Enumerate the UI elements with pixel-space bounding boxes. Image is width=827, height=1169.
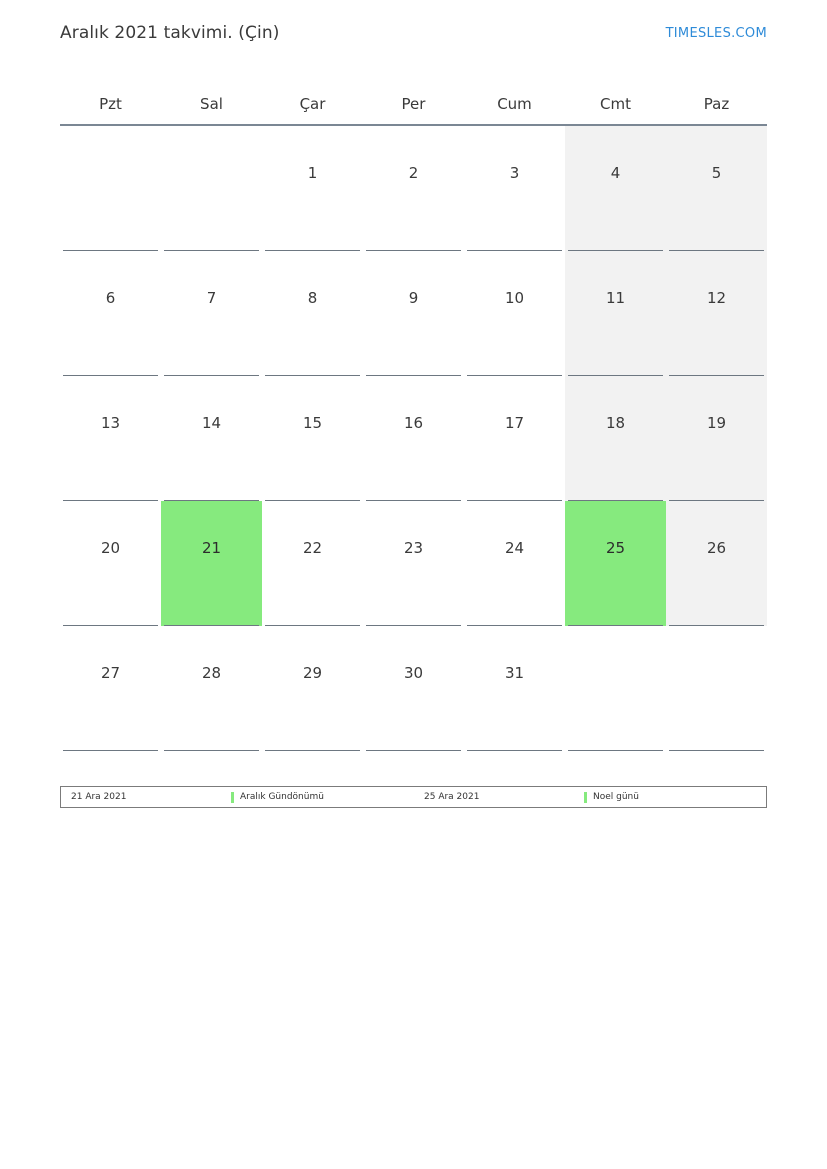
day-cell[interactable] [464,626,565,751]
day-number: 21 [201,539,222,557]
day-number: 20 [100,539,121,557]
cell-divider [366,750,461,751]
day-cell-holiday[interactable] [565,501,666,626]
day-cell[interactable] [666,251,767,376]
day-number: 2 [408,164,419,182]
weekday-header-sal: Sal [161,84,262,125]
day-cell[interactable] [262,501,363,626]
day-cell[interactable] [666,125,767,251]
weekday-header-cmt: Cmt [565,84,666,125]
weekday-header-row [60,84,767,125]
day-cell[interactable] [161,251,262,376]
day-number: 6 [105,289,116,307]
calendar-head [60,84,767,125]
day-number [666,626,767,666]
day-number: 9 [408,289,419,307]
legend-entry [61,787,414,807]
day-cell[interactable] [565,626,666,751]
day-number: 12 [706,289,727,307]
calendar-week-row [60,501,767,626]
day-number: 29 [302,664,323,682]
day-number: 7 [206,289,217,307]
legend-label [231,792,414,803]
day-number: 3 [509,164,520,182]
day-number: 16 [403,414,424,432]
calendar-week-row [60,376,767,501]
day-cell[interactable] [262,125,363,251]
calendar-grid [60,84,767,751]
day-cell[interactable] [60,376,161,501]
day-number: 30 [403,664,424,682]
day-cell[interactable] [363,125,464,251]
calendar-week-row [60,626,767,751]
day-number: 8 [307,289,318,307]
legend-holiday-name: Aralık Gündönümü [240,792,324,802]
day-cell[interactable] [262,376,363,501]
cell-divider [265,750,360,751]
day-number: 15 [302,414,323,432]
legend-label [584,792,767,803]
cell-divider [467,750,562,751]
holiday-swatch-icon [584,792,587,803]
calendar-body [60,125,767,751]
page-header [60,18,767,48]
day-cell[interactable] [161,125,262,251]
day-cell[interactable] [464,251,565,376]
day-number: 13 [100,414,121,432]
day-number: 26 [706,539,727,557]
day-cell[interactable] [363,626,464,751]
day-cell[interactable] [262,251,363,376]
calendar-table [60,84,767,751]
weekday-header-cum: Cum [464,84,565,125]
site-brand: TIMESLES.COM [665,25,767,41]
day-number [60,126,161,166]
holiday-legend [60,786,767,808]
day-cell[interactable] [565,125,666,251]
day-number: 10 [504,289,525,307]
legend-entry [414,787,767,807]
calendar-week-row [60,125,767,251]
day-number: 4 [610,164,621,182]
page-title: Aralık 2021 takvimi. (Çin) [60,23,280,43]
weekday-header-car: Çar [262,84,363,125]
weekday-header-paz: Paz [666,84,767,125]
day-number: 18 [605,414,626,432]
day-cell[interactable] [161,376,262,501]
day-number: 1 [307,164,318,182]
day-number: 24 [504,539,525,557]
day-cell[interactable] [60,125,161,251]
day-cell[interactable] [565,251,666,376]
day-number [565,626,666,666]
day-cell-holiday[interactable] [161,501,262,626]
day-cell[interactable] [161,626,262,751]
calendar-week-row [60,251,767,376]
day-number: 5 [711,164,722,182]
day-cell[interactable] [363,251,464,376]
day-cell[interactable] [60,501,161,626]
cell-divider [164,750,259,751]
day-cell[interactable] [60,251,161,376]
day-cell[interactable] [666,626,767,751]
day-cell[interactable] [565,376,666,501]
day-cell[interactable] [464,501,565,626]
day-number: 31 [504,664,525,682]
legend-holiday-name: Noel günü [593,792,639,802]
day-cell[interactable] [464,125,565,251]
day-number: 11 [605,289,626,307]
holiday-swatch-icon [231,792,234,803]
legend-date: 21 Ara 2021 [71,792,127,802]
day-cell[interactable] [666,501,767,626]
weekday-header-per: Per [363,84,464,125]
day-cell[interactable] [363,501,464,626]
cell-divider [568,750,663,751]
day-cell[interactable] [60,626,161,751]
cell-divider [669,750,764,751]
day-number: 17 [504,414,525,432]
day-number: 28 [201,664,222,682]
weekday-header-pzt: Pzt [60,84,161,125]
day-number: 22 [302,539,323,557]
day-cell[interactable] [262,626,363,751]
legend-date: 25 Ara 2021 [424,792,480,802]
day-number: 27 [100,664,121,682]
cell-divider [63,750,158,751]
day-cell[interactable] [666,376,767,501]
day-cell[interactable] [363,376,464,501]
day-number: 19 [706,414,727,432]
day-number: 25 [605,539,626,557]
day-number [161,126,262,166]
day-number: 23 [403,539,424,557]
day-number: 14 [201,414,222,432]
day-cell[interactable] [464,376,565,501]
